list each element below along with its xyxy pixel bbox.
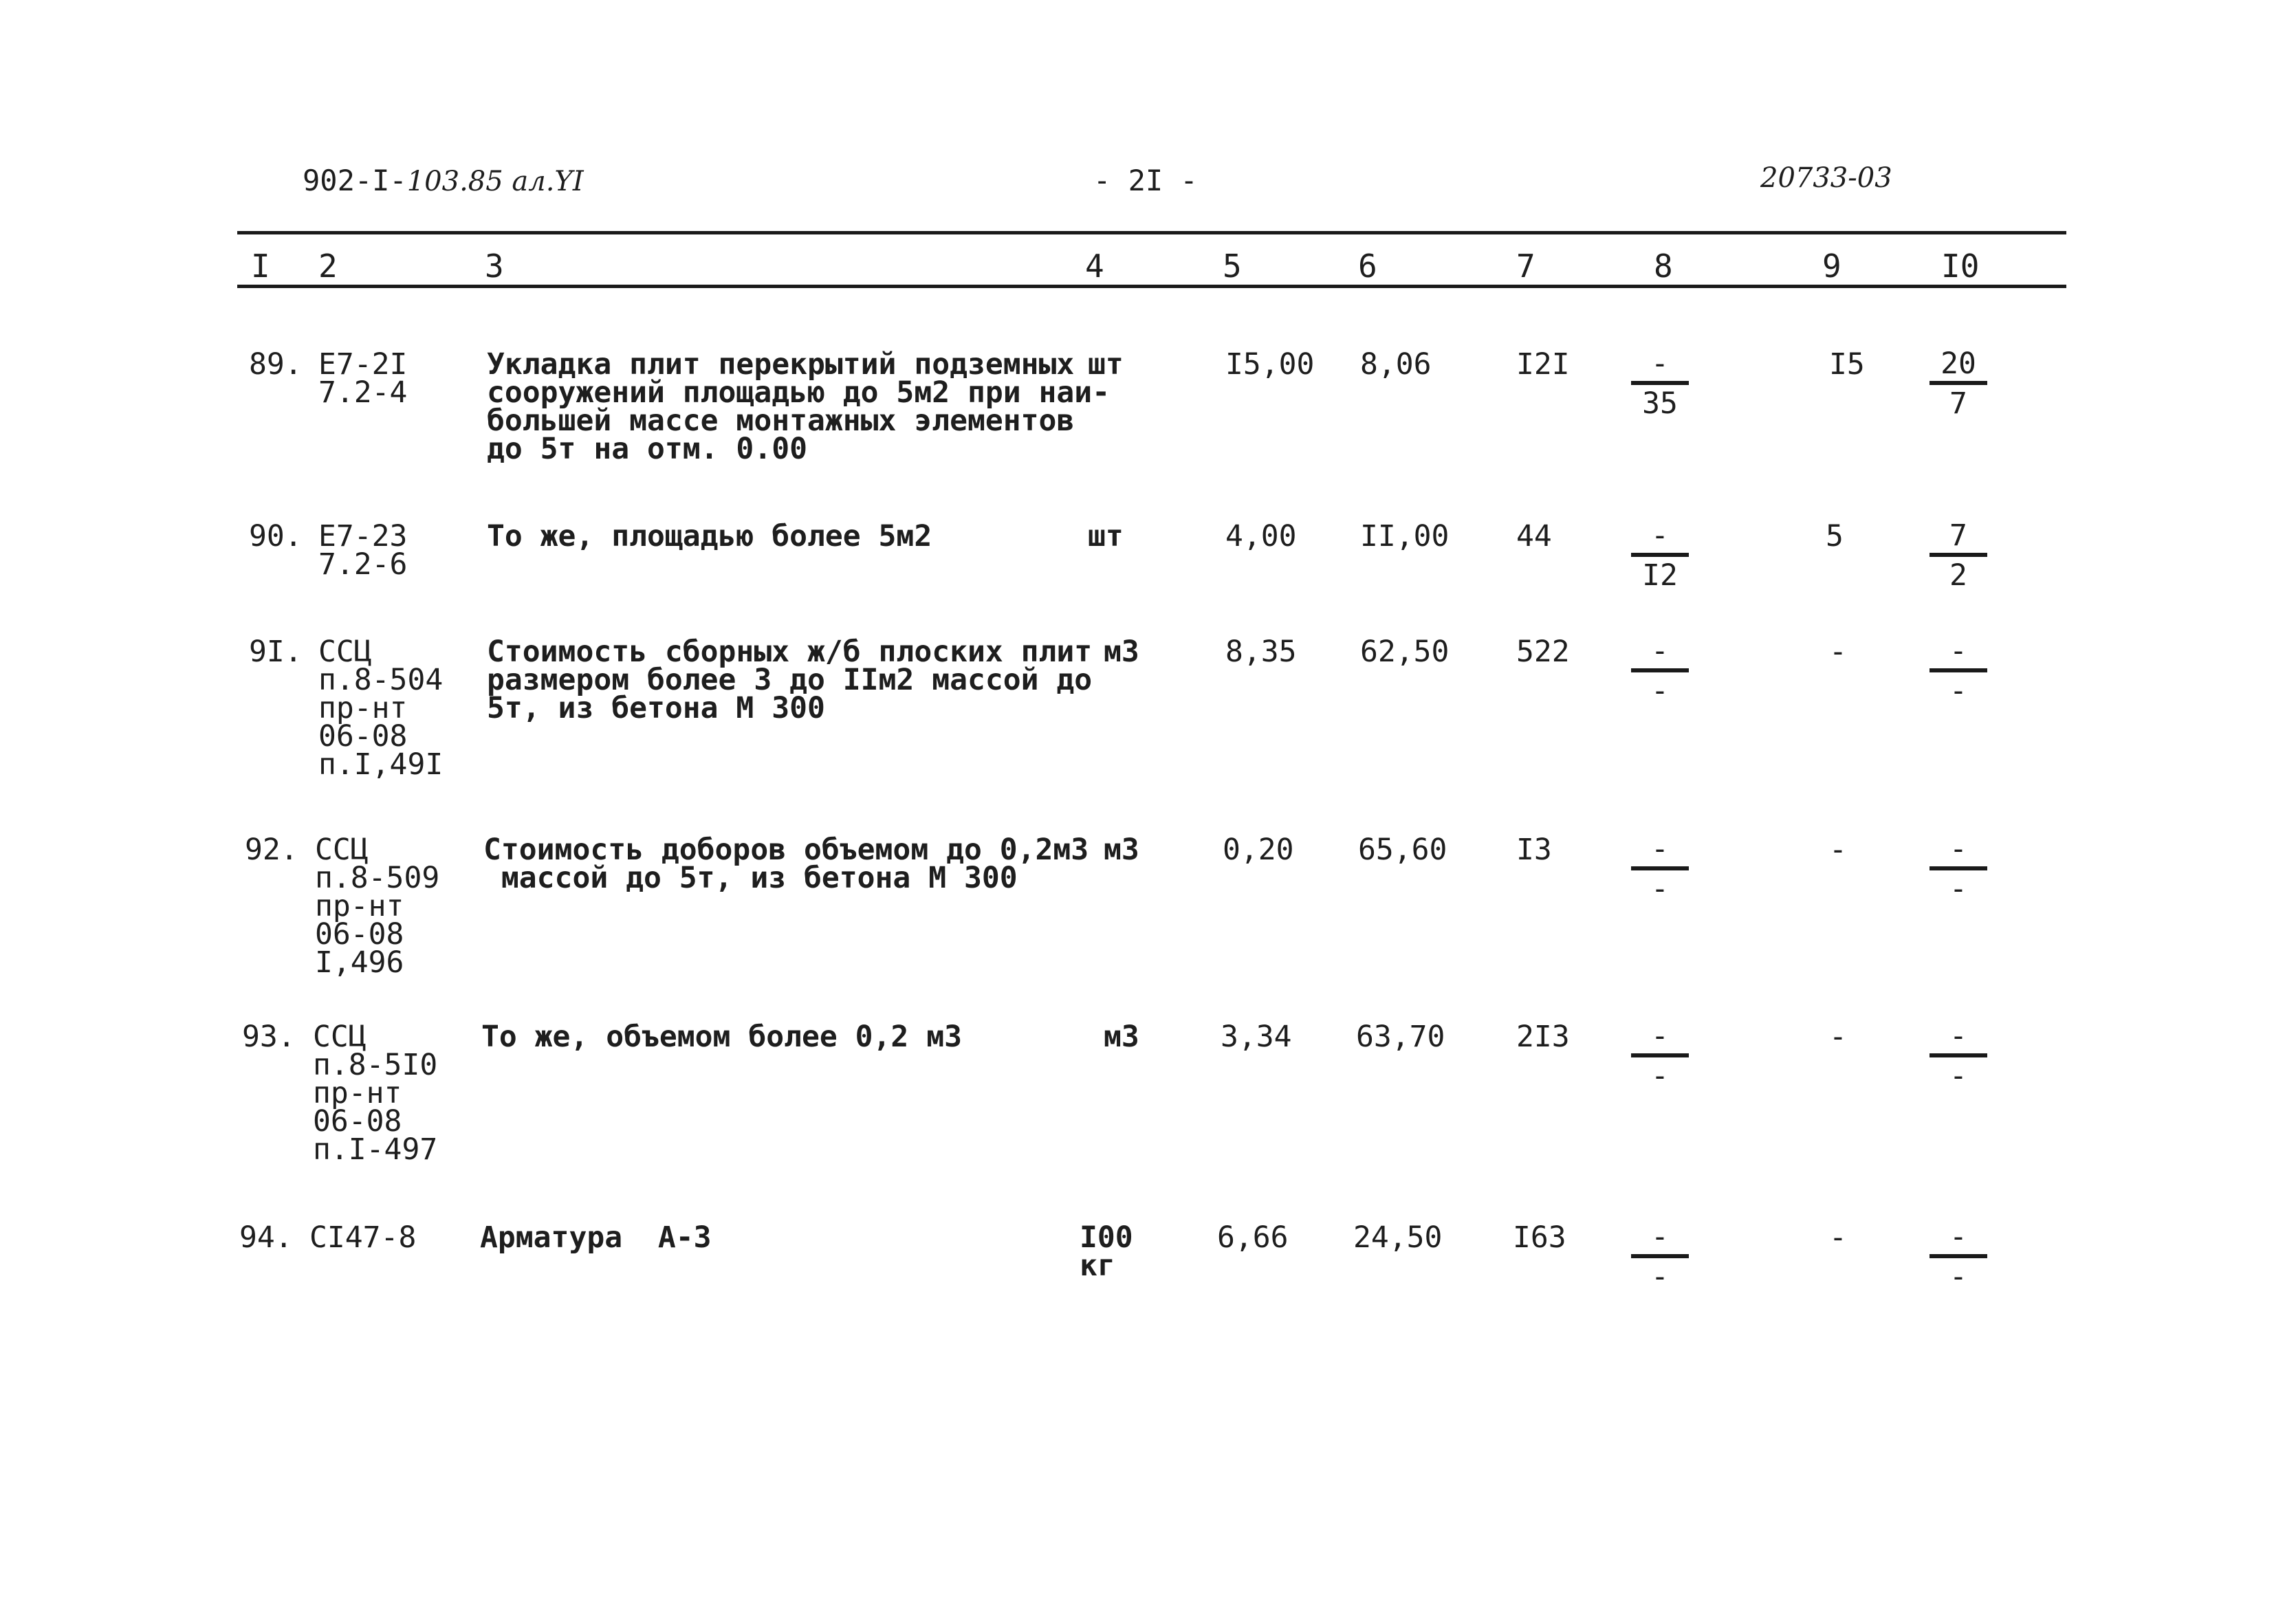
column-10-fraction [1929, 1020, 1987, 1092]
row-number: 93. [242, 1020, 296, 1054]
column-9-value: - [1829, 1020, 1847, 1054]
fraction-bar [1929, 553, 1987, 557]
fraction-bar [1631, 668, 1689, 672]
row-number: 89. [249, 347, 303, 382]
column-number: 6 [1358, 248, 1377, 285]
fraction-bar [1929, 1053, 1987, 1057]
fraction-numerator: - [1651, 1220, 1669, 1254]
row-number: 94. [239, 1220, 293, 1255]
work-description: То же, площадью более 5м2 [487, 519, 932, 553]
column-9-value: - [1829, 1220, 1847, 1255]
fraction-numerator: 20 [1940, 347, 1976, 381]
document-code-printed: 902-I- [303, 164, 407, 197]
row-number: 92. [245, 833, 298, 867]
fraction-bar [1929, 1254, 1987, 1258]
fraction-denominator: - [1949, 674, 1967, 708]
total-cost: 522 [1516, 635, 1570, 669]
fraction-denominator: 35 [1642, 386, 1678, 421]
quantity: I5,00 [1225, 347, 1315, 382]
fraction-bar [1631, 381, 1689, 385]
fraction-bar [1929, 381, 1987, 385]
work-description: Стоимость сборных ж/б плоских плит размером более 3 до IIм2 массой до 5т, из бетона М 300 [487, 635, 1093, 725]
norm-code: ССЦ п.8-504 пр-нт 06-08 п.I,49I [318, 635, 444, 782]
fraction-denominator: 7 [1949, 386, 1967, 421]
column-number: 9 [1822, 248, 1841, 285]
unit-price: 62,50 [1360, 635, 1450, 669]
quantity: 3,34 [1221, 1020, 1292, 1054]
fraction-denominator: - [1651, 872, 1669, 906]
total-cost: I2I [1516, 347, 1570, 382]
page-number: - 2I - [1093, 164, 1198, 197]
fraction-numerator: - [1651, 518, 1669, 553]
table-header-rule [237, 285, 2066, 288]
total-cost: I63 [1513, 1220, 1566, 1255]
work-description: Укладка плит перекрытий подземных сооружений площадью до 5м2 при наи- большей массе монтажных элементов до 5т на отм. 0.00 [487, 347, 1111, 466]
unit-price: 65,60 [1358, 833, 1447, 867]
fraction-denominator: I2 [1642, 558, 1678, 593]
column-8-fraction [1631, 833, 1689, 905]
total-cost: 44 [1516, 519, 1552, 553]
total-cost: I3 [1516, 833, 1552, 867]
column-10-fraction [1929, 833, 1987, 905]
unit-price: 63,70 [1356, 1020, 1445, 1054]
column-number: I [251, 248, 270, 285]
quantity: 6,66 [1217, 1220, 1289, 1255]
row-number: 9I. [249, 635, 303, 669]
unit: м3 [1104, 1020, 1139, 1054]
column-10-fraction [1929, 348, 1987, 419]
column-8-fraction [1631, 1020, 1689, 1092]
fraction-numerator: - [1949, 1019, 1967, 1053]
fraction-numerator: - [1651, 634, 1669, 668]
fraction-numerator: - [1651, 347, 1669, 381]
column-9-value: 5 [1826, 519, 1844, 553]
norm-code: Е7-23 7.2-6 [318, 519, 408, 582]
norm-code: СI47-8 [309, 1220, 417, 1255]
column-8-fraction [1631, 635, 1689, 707]
row-number: 90. [249, 519, 303, 553]
fraction-denominator: - [1949, 872, 1967, 906]
norm-code: ССЦ п.8-5I0 пр-нт 06-08 п.I-497 [313, 1020, 438, 1167]
fraction-bar [1929, 668, 1987, 672]
total-cost: 2I3 [1516, 1020, 1570, 1054]
column-10-fraction [1929, 1221, 1987, 1293]
fraction-numerator: - [1651, 1019, 1669, 1053]
column-number: 5 [1223, 248, 1242, 285]
fraction-numerator: - [1651, 832, 1669, 866]
fraction-denominator: - [1949, 1260, 1967, 1294]
work-description: Арматура А-3 [480, 1220, 712, 1255]
column-10-fraction [1929, 520, 1987, 591]
fraction-denominator: - [1651, 674, 1669, 708]
unit: м3 [1104, 635, 1139, 669]
column-number: I0 [1941, 248, 1980, 285]
fraction-denominator: 2 [1949, 558, 1967, 593]
column-8-fraction [1631, 348, 1689, 419]
fraction-numerator: 7 [1949, 518, 1967, 553]
unit: м3 [1104, 833, 1139, 867]
fraction-numerator: - [1949, 634, 1967, 668]
column-9-value: I5 [1829, 347, 1865, 382]
fraction-bar [1929, 866, 1987, 870]
fraction-numerator: - [1949, 832, 1967, 866]
unit: шт [1088, 519, 1124, 553]
work-description: То же, объемом более 0,2 м3 [481, 1020, 962, 1054]
norm-code: Е7-2I 7.2-4 [318, 347, 408, 410]
column-9-value: - [1829, 833, 1847, 867]
unit-price: II,00 [1360, 519, 1450, 553]
unit: I00 кг [1080, 1220, 1133, 1283]
fraction-bar [1631, 553, 1689, 557]
column-9-value: - [1829, 635, 1847, 669]
quantity: 0,20 [1223, 833, 1294, 867]
fraction-bar [1631, 866, 1689, 870]
fraction-bar [1631, 1053, 1689, 1057]
fraction-denominator: - [1949, 1059, 1967, 1093]
column-number: 4 [1085, 248, 1104, 285]
unit: шт [1088, 347, 1124, 382]
column-8-fraction [1631, 520, 1689, 591]
column-number: 3 [485, 248, 504, 285]
unit-price: 24,50 [1353, 1220, 1443, 1255]
document-number: 20733-03 [1760, 162, 1892, 194]
work-description: Стоимость доборов объемом до 0,2м3 массой до 5т, из бетона М 300 [483, 833, 1089, 895]
unit-price: 8,06 [1360, 347, 1432, 382]
column-number: 8 [1654, 248, 1673, 285]
fraction-bar [1631, 1254, 1689, 1258]
document-code [303, 164, 584, 197]
column-number: 7 [1516, 248, 1535, 285]
quantity: 8,35 [1225, 635, 1297, 669]
quantity: 4,00 [1225, 519, 1297, 553]
column-10-fraction [1929, 635, 1987, 707]
column-number: 2 [318, 248, 338, 285]
norm-code: ССЦ п.8-509 пр-нт 06-08 I,496 [315, 833, 440, 980]
fraction-denominator: - [1651, 1059, 1669, 1093]
table-top-rule [237, 231, 2066, 234]
document-code-handwritten: 103.85 ал.YI [406, 166, 584, 197]
fraction-numerator: - [1949, 1220, 1967, 1254]
column-8-fraction [1631, 1221, 1689, 1293]
fraction-denominator: - [1651, 1260, 1669, 1294]
